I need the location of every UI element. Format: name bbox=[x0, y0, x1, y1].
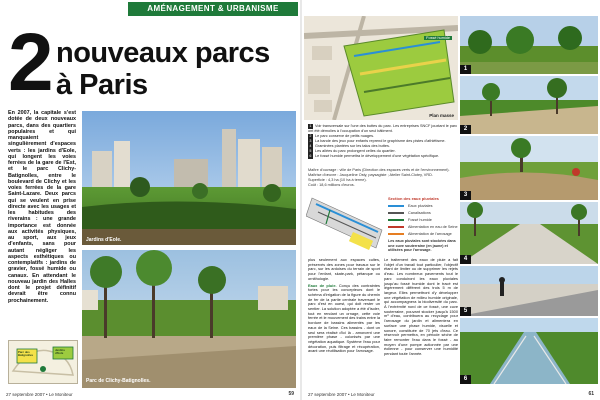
photo-caption-eole: Jardins d'Eole. bbox=[86, 237, 122, 243]
annotation-item: 6 Le fossé humide permettra le développement d'une végétation spécifique. bbox=[309, 153, 440, 158]
photo-jardins-eole-image bbox=[82, 111, 296, 245]
photo-number-1: 1 bbox=[460, 65, 471, 74]
photo-3-image bbox=[460, 136, 598, 200]
photo-2 bbox=[460, 76, 598, 134]
left-page-number: 59 bbox=[288, 391, 294, 397]
intro-text: En 2007, la capitale s'est dotée de deux nouveaux parcs, dans des quartiers populaires et qui manquaient singulièrement d'espaces verts : les jardins d'Eole, qui longent les voies ferrées de la gare de l'Est, et le parc Clichy-Batignolles, entre le boulevard de Clichy et les voies ferrées de la gare Saint-Lazare. Deux parcs qui se veulent en prise directe avec les usages et les habitudes des riverains : une grande importance est donnée aux activités physiques, au sport, aux jeux d'enfants, sans pour autant négliger les aspects esthétiques ou contemplatifs : jardins de gravier, fossé humide ou canaux. En attendant le nouveau jardin des Halles dont le projet définitif devrait être connu prochainement. bbox=[8, 110, 76, 304]
article-column-2: Le traitement des eaux de pluie a fait l'objet d'un travail tout particulier, l'objectif étant de limiter ou de supprimer les rejets d'eau. Les nombreux pavements tout le parc conduiront les eaux pluviales jusqu'au fossé humide dont le tracé est légèrement différent des trois 5 m de largeur. Elles permettront d'y développer une végétation de milieu humide originale, qui accompagnera la biodiversité du parc. À l'extrémité nord de ce fossé, une cuve souterraine, pouvant stocker jusqu'à 1500 m³ d'eau, contribuera au recyclage pour l'arrosage du jardin et alimentera en surface une phase humide, visuelle et sonore, constituée de 70 jets d'eau. Ce réservoir permettra, en période sèche de faire remonter l'eau dans le fossé - au moyen d'une pompe actionnée par une éolienne - pour conserver une humidité pendant toute l'année. bbox=[384, 257, 458, 357]
section-legend bbox=[388, 196, 458, 253]
location-map bbox=[8, 340, 78, 384]
annotation-item: 2 Le parc conserve de petits nuages. bbox=[309, 133, 375, 138]
credit-line: Maîtrise d'œuvre : Jacqueline Osty, paysagiste ; Atelier Saint-Clotey, VRD. bbox=[308, 172, 433, 177]
photo-number-4: 4 bbox=[460, 255, 471, 264]
annotation-item: 5 Les allées du parc prolongent celles du quartier. bbox=[309, 148, 396, 153]
plan-annotations bbox=[308, 124, 458, 159]
section-banner bbox=[128, 2, 298, 16]
plan-masse bbox=[304, 16, 458, 120]
photo-clichy-batignolles bbox=[82, 250, 296, 388]
photo-number-6: 6 bbox=[460, 375, 471, 384]
section-diagram-drawing bbox=[306, 190, 386, 256]
photo-number-2: 2 bbox=[460, 125, 471, 134]
right-footer-date: 27 septembre 2007 • Le Moniteur bbox=[308, 392, 375, 397]
headline-line2: à Paris bbox=[56, 69, 148, 101]
right-page-number: 61 bbox=[588, 391, 594, 397]
credit-line: Maître d'ouvrage : ville de Paris (Direction des espaces verts et de l'environnement). bbox=[308, 168, 450, 172]
photo-1-image bbox=[460, 16, 598, 74]
photo-clichy-image bbox=[82, 250, 296, 388]
photo-5-image bbox=[460, 266, 598, 316]
photo-2-image bbox=[460, 76, 598, 134]
photo-6 bbox=[460, 318, 598, 384]
right-page bbox=[302, 0, 600, 400]
photo-number-5: 5 bbox=[460, 307, 471, 316]
legend-item: Canalisations bbox=[388, 211, 458, 215]
location-map-drawing bbox=[9, 341, 77, 383]
left-footer-date: 27 septembre 2007 • Le Moniteur bbox=[6, 392, 73, 397]
credit-line: Superficie : 4,3 ha (10 ha à terme). bbox=[308, 177, 367, 182]
annotation-item: 1 Voir transversale sur l'une des buttes du parc. Les entreprises SNCF jouxtant le parc ont été démolies à l'occupation d'un seul bâtiment. bbox=[308, 124, 458, 133]
photo-4-image bbox=[460, 202, 598, 264]
photo-number-3: 3 bbox=[460, 191, 471, 200]
article-column-1: plus seulement aux espaces cultes, préservés des zones pour travaux sur le parc, sur les ardoises du terrain de sport pour l'enfant, skate-park, pétanque ou ornithologie. Eaux de pluie. Conçu des contraintes fortes pour les concepteurs dont le schéma d'irrigation de la figure du chemin de fer de la partie centrale traversant le parc d'est en ouest, qui doit rester un sentier. La solution adoptée a été d'isoler, tout en rendant un ornage, cette voie ferrée et le mouvement des trains entre la bordure de bassins alimentés par les eaux de la Seine. Ces bassins - dont un seul sera réalisé d'ici là - amorcent une première phase - colonisés par une végétation aquatique. Système l'eau pour décoration, puis filtrage et récupération, avant une réutilisation pour l'arrosage. bbox=[308, 257, 381, 354]
section-note: Les eaux pluviales sont stockées dans une cuve souterraine (en jaune) et utilisées pour l'arrosage. bbox=[388, 239, 456, 253]
map-label-eole: Jardins d'Eole bbox=[55, 348, 65, 355]
headline-line1: nouveaux parcs bbox=[56, 37, 270, 69]
section-diagram bbox=[306, 190, 386, 256]
annotation-item: 4 Graminées plantées sur les talus des buttes. bbox=[309, 143, 390, 148]
project-credits bbox=[308, 168, 458, 188]
photo-caption-clichy: Parc de Clichy-Batignolles. bbox=[86, 378, 151, 384]
headline-number: 2 bbox=[8, 17, 54, 108]
plan-label: Plan masse bbox=[429, 113, 454, 118]
photo-4 bbox=[460, 202, 598, 264]
plan-masse-drawing bbox=[304, 16, 458, 120]
plan-tag: Fossé humide bbox=[426, 36, 450, 40]
photo-jardins-eole bbox=[82, 111, 296, 245]
legend-item: Eaux pluviales bbox=[388, 204, 458, 208]
legend-item: Alimentation de l'arrosage bbox=[388, 232, 458, 236]
credit-line: Coût : 18,6 millions d'euros. bbox=[308, 182, 355, 187]
photo-1 bbox=[460, 16, 598, 74]
legend-item: Fossé humide bbox=[388, 218, 458, 222]
section-banner-text: AMÉNAGEMENT & URBANISME bbox=[147, 4, 279, 13]
col1-heading: Eaux de pluie. bbox=[308, 282, 337, 288]
photo-3 bbox=[460, 136, 598, 200]
legend-item: Alimentation en eau de Seine bbox=[388, 225, 458, 229]
map-label-batignolles: Parc des Batignolles bbox=[18, 350, 34, 357]
annotation-item: 3 La bande des jeux pour enfants reprend le graphisme des pistes d'athlétisme. bbox=[309, 138, 446, 143]
photo-5 bbox=[460, 266, 598, 316]
photo-6-image bbox=[460, 318, 598, 384]
section-title: Section des eaux pluviales bbox=[388, 196, 439, 201]
